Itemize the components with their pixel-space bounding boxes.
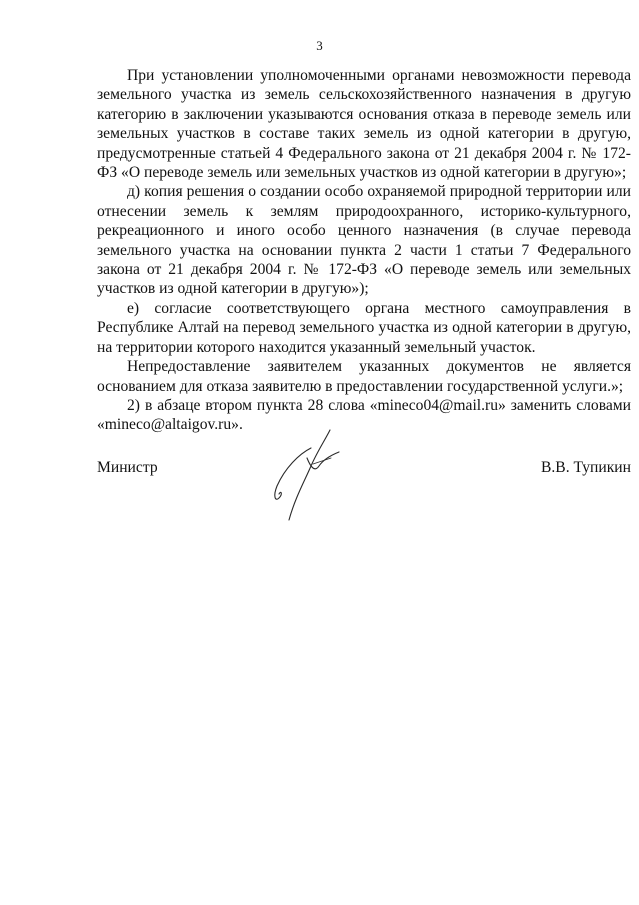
handwritten-signature: [267, 428, 362, 528]
paragraph-email-change: 2) в абзаце втором пункта 28 слова «mineco04@mail.ru» заменить словами «mineco@altaigov.ru».: [97, 396, 631, 434]
paragraph-refusal-grounds: При установлении уполномоченными органами невозможности перевода земельного участка из земель сельскохозяйственного назначения в другую категорию в заключении указываются основания отказа в переводе земель или земельных участков в составе таких земель из одной категории в другую, предусмотренные статьей 4 Федерального закона от 21 декабря 2004 г. № 172-ФЗ «О переводе земель или земельных участков из одной категории в другую»;: [97, 67, 631, 182]
signatory-title: Министр: [97, 459, 158, 476]
document-body: [97, 66, 631, 435]
paragraph-non-submission: Непредоставление заявителем указанных документов не является основанием для отказа заявителю в предоставлении государственной услуги.»;: [97, 358, 631, 395]
signatory-name: В.В. Тупикин: [541, 459, 631, 476]
page-number: 3: [316, 38, 323, 53]
paragraph-item-e: е) согласие соответствующего органа местного самоуправления в Республике Алтай на перевод земельного участка из одной категории в другую, на территории которого находится указанный земельный участок.: [97, 299, 631, 356]
signature-block: [97, 456, 631, 536]
paragraph-item-d: д) копия решения о создании особо охраняемой природной территории или отнесении земель к землям природоохранного, историко-культурного, рекреационного и иного особо ценного назначения (в случае перевода земельного участка на основании пункта 2 части 1 статьи 7 Федерального закона от 21 декабря 2004 г. № 172-ФЗ «О переводе земель или земельных участков из одной категории в другую»);: [97, 183, 631, 298]
